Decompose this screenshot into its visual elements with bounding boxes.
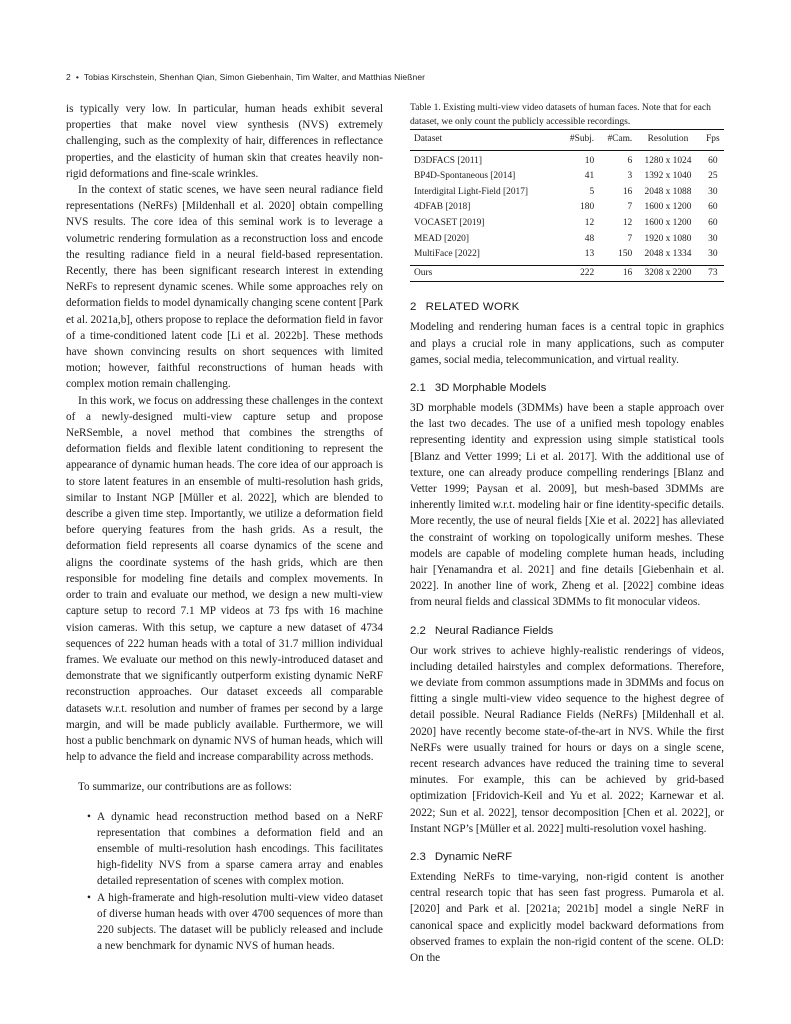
col-header-fps: Fps [706,134,720,144]
cell-dataset: Interdigital Light-Field [2017] [414,186,529,197]
cell-cameras: 150 [618,249,633,260]
section-heading-related-work [410,300,724,314]
cell-cameras: 7 [627,233,633,244]
col-header-resolution: Resolution [647,134,689,144]
bullet-icon: • [87,810,91,823]
table-row [410,150,724,169]
cell-fps: 60 [708,202,718,213]
cell-resolution: 3208 x 2200 [644,267,692,278]
paragraph-dynamic-nerf: Extending NeRFs to time-varying, non-rigid content is another central research topic that has seen fast progress. Pumarola et al. [2020] and Park et al. [2021a; 2021b] model a single NeRF in canonical space and explicitly model backward deformations from observed frames to explain the non-rigid content of the scene. OLD: On the [410,871,724,965]
table-caption: Table 1. Existing multi-view video datasets of human faces. Note that for each dataset, we only count the publicly accessible recordings. [410,102,711,127]
table-row [410,200,724,216]
table-row [410,216,724,232]
cell-cameras: 16 [622,267,633,278]
cell-resolution: 2048 x 1088 [644,186,692,197]
left-column [66,101,383,954]
table-row [410,169,724,185]
table-row [410,185,724,201]
paragraph-static-scenes: In the context of static scenes, we have seen neural radiance field representations (NeRFs) [Mildenhall et al. 2020] obtain compelling NVS results. The core idea of this seminal work is to leverage a volumetric rendering formulation as a reconstruction loss and encode the resulting radiance field in a neural field-based representation. Recently, there has been significant research interest in extending NeRFs to represent dynamic scenes. While some approaches rely on deformation fields to model dynamically changing scene content [Park et al. 2021a,b], others propose to replace the deformation field in favor of a time-conditioned latent code [Li et al. 2022b]. These methods have shown convincing results on short sequences with limited motion; however, faithful reconstructions of human heads with complex motion remain challenging. [66,184,383,391]
cell-resolution: 2048 x 1334 [644,249,692,260]
list-item [66,890,383,955]
paragraph-nerf: Our work strives to achieve highly-realistic renderings of videos, including detailed hairstyles and complex deformations. Therefore, we deviate from common assumptions made in 3DMMs and focus on fitting a single multi-view video sequence to the highest degree of detail possible. Neural Radiance Fields (NeRFs) [Mildenhall et al. 2020] have recently become state-of-the-art in NVS. While the first NeRFs were usually trained for hours or days on a single scene, recent research advances have reduced the training time to several minutes. For example, this can be achieved by grid-based optimization [Fridovich-Keil and Yu et al. 2022; Karnewar et al. 2022; Sun et al. 2022], tensor decomposition [Chen et al. 2022], or Instant NGP’s [Müller et al. 2022] multi-resolution voxel hashing. [410,644,724,835]
subsection-heading-3dmm [410,381,724,395]
cell-fps: 60 [708,155,718,166]
running-header [66,72,425,82]
cell-dataset: 4DFAB [2018] [414,202,471,213]
cell-subjects: 13 [584,249,595,260]
cell-fps: 73 [708,267,718,278]
section-title: RELATED WORK [425,301,520,314]
col-header-cameras: #Cam. [607,134,633,144]
cell-resolution: 1920 x 1080 [644,233,692,244]
section-number: 2 [410,301,417,314]
cell-resolution: 1600 x 1200 [644,217,692,228]
col-header-dataset: Dataset [414,134,443,144]
bullet-icon: • [87,891,91,904]
paragraph-this-work: In this work, we focus on addressing these challenges in the context of a newly-designed multi-view capture setup and propose NeRSemble, a novel method that combines the strengths of deformation fields and flexible latent conditioning to represent the appearance of dynamic human heads. The core idea of our approach is to store latent features in an ensemble of multi-resolution hash grids, similar to Instant NGP [Müller et al. 2022], which are blended to describe a given time step. Importantly, we utilize a deformation field before querying features from the hash grids. As a result, the deformation field represents all coarse dynamics of the scene and aligns the coordinate systems of the hash grids, which are then responsible for modeling fine details and complex movements. In order to train and evaluate our method, we design a new multi-view capture setup to record 7.1 MP videos at 73 fps with 16 machine vision cameras. With this setup, we capture a new dataset of 4734 sequences of 222 human heads with a total of 31.7 million individual frames. We evaluate our method on this newly-introduced dataset and demonstrate that we significantly outperform existing dynamic NeRF reconstruction approaches. Our dataset exceeds all comparable datasets w.r.t. resolution and number of frames per second by a large margin, and will be made publicly available. Furthermore, we will host a public benchmark on dynamic NVS of human heads, which will help to advance the field and increase comparability across methods. [66,394,383,764]
cell-fps: 30 [708,233,718,244]
cell-cameras: 6 [627,155,633,166]
contribution-text: A high-framerate and high-resolution multi-view video dataset of diverse human heads with over 4700 sequences of more than 220 subjects. The dataset will be publicly released and include a new benchmark for dynamic NVS of human heads. [97,891,383,953]
cell-dataset: MEAD [2020] [414,233,469,244]
cell-subjects: 5 [589,186,595,197]
subsection-number: 2.1 [410,381,426,394]
cell-subjects: 222 [580,267,595,278]
cell-cameras: 3 [627,171,633,182]
cell-subjects: 12 [584,217,595,228]
table-row [410,232,724,248]
cell-resolution: 1600 x 1200 [644,202,692,213]
subsection-number: 2.3 [410,851,426,864]
cell-resolution: 1280 x 1024 [644,155,692,166]
datasets-table [410,129,724,282]
cell-subjects: 41 [584,171,595,182]
cell-dataset: BP4D-Spontaneous [2014] [414,171,516,182]
cell-subjects: 48 [584,233,595,244]
list-item [66,809,383,890]
subsection-title: Dynamic NeRF [434,851,513,864]
col-header-subjects: #Subj. [569,134,595,144]
subsection-title: Neural Radiance Fields [434,624,554,637]
table-row [410,247,724,265]
subsection-heading-dynamic-nerf [410,850,724,864]
subsection-title: 3D Morphable Models [434,381,547,394]
right-column [410,101,724,966]
subsection-heading-nerf [410,624,724,638]
table-row-ours [410,265,724,282]
cell-dataset: D3DFACS [2011] [414,155,482,166]
cell-cameras: 16 [622,186,633,197]
cell-fps: 30 [708,249,718,260]
paragraph-related-intro: Modeling and rendering human faces is a central topic in graphics and plays a crucial role in many applications, such as computer games, social media, telecommunication, and virtual reality. [410,321,724,366]
header-separator: • [75,72,79,82]
cell-dataset: VOCASET [2019] [414,217,485,228]
cell-subjects: 10 [584,155,595,166]
paragraph-intro-continued: is typically very low. In particular, human heads exhibit several properties that make novel view synthesis (NVS) extremely challenging, such as the complexity of hair, differences in reflectance properties, and the elasticity of human skin that creates heavily non-rigid deformations and fine-scale wrinkles. [66,103,383,180]
author-list: Tobias Kirschstein, Shenhan Qian, Simon Giebenhain, Tim Walter, and Matthias Nießner [83,72,426,82]
contribution-text: A dynamic head reconstruction method based on a NeRF representation that combines a deformation field and an ensemble of multi-resolution hash encodings. This facilitates high-fidelity NVS from a sparse camera array and enables detailed representation of scenes with complex motion. [97,810,383,888]
cell-fps: 60 [708,217,718,228]
table-header-row [410,130,724,151]
cell-subjects: 180 [580,202,595,213]
subsection-number: 2.2 [410,624,426,637]
contributions-list [66,809,383,955]
cell-cameras: 12 [622,217,633,228]
page-number: 2 [66,72,71,82]
cell-resolution: 1392 x 1040 [644,171,692,182]
contributions-intro: To summarize, our contributions are as follows: [78,781,292,794]
cell-fps: 25 [708,171,718,182]
cell-dataset: MultiFace [2022] [414,249,480,260]
cell-dataset: Ours [414,267,433,278]
cell-fps: 30 [708,186,718,197]
paragraph-3dmm: 3D morphable models (3DMMs) have been a staple approach over the last two decades. The use of a unified mesh topology enables representing identity and expression using simple statistical tools [Blanz and Vetter 1999; Li et al. 2017]. With the additional use of texture, one can already produce compelling renderings [Blanz and Vetter 1999; Paysan et al. 2009], but mesh-based 3DMMs are inherently limited w.r.t. modeling hair or fine identity-specific details. More recently, the use of neural fields [Xie et al. 2022] has alleviated the constraint of working on topologically uniform meshes. These models are capable of modeling complete human heads, including hair [Yenamandra et al. 2021] and fine details [Giebenhain et al. 2022]. In another line of work, Zheng et al. [2022] combine ideas from neural fields and classical 3DMMs to fit monocular videos. [410,401,724,609]
cell-cameras: 7 [627,202,633,213]
